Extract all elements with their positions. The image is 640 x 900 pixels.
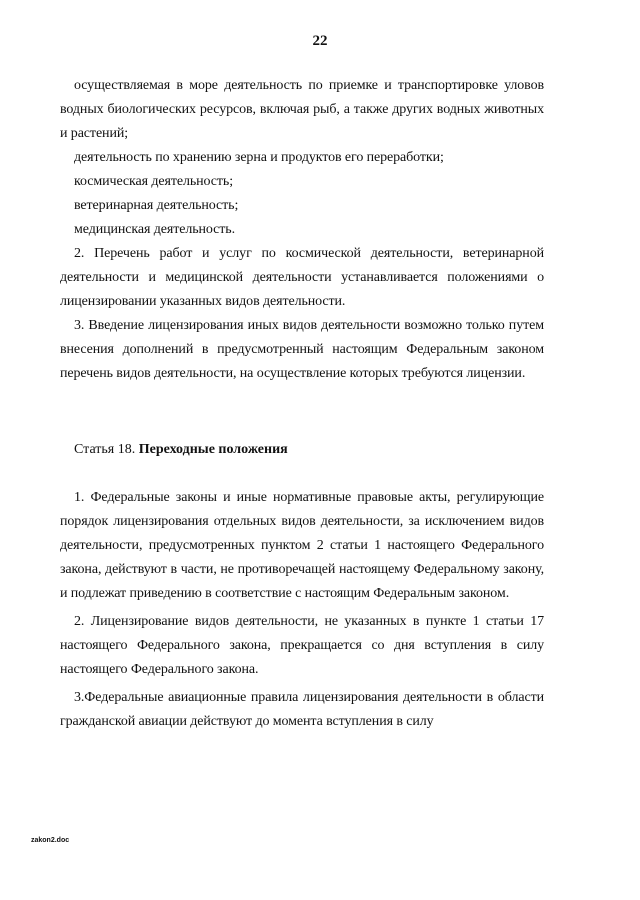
article-label: Статья 18. [74, 442, 136, 457]
article-heading [74, 438, 288, 462]
page-number: 22 [312, 33, 328, 49]
article-title: Переходные положения [138, 442, 288, 457]
article-paragraph: 1. Федеральные законы и иные нормативные правовые акты, регулирующие порядок лицензирования отдельных видов деятельности, за исключением видов деятельности, предусмотренных пунктом 2 статьи 1 настоящего Федерального закона, действуют в части, не противоречащей настоящему Федеральному закону, и подлежат приведению в соответствие с настоящим Федеральным законом. [60, 490, 544, 601]
list-item: космическая деятельность; [74, 174, 233, 189]
list-item: деятельность по хранению зерна и продуктов его переработки; [74, 150, 444, 165]
footer-filename: zakon2.doc [31, 837, 70, 844]
article-18-body [60, 486, 544, 734]
list-item: ветеринарная деятельность; [74, 198, 239, 213]
article-17-continuation [60, 74, 544, 386]
list-item: осуществляемая в море деятельность по приемке и транспортировке уловов водных биологических ресурсов, включая рыб, а также других водных животных и растений; [60, 78, 544, 141]
article-paragraph: 2. Лицензирование видов деятельности, не указанных в пункте 1 статьи 17 настоящего Федерального закона, прекращается со дня вступления в силу настоящего Федерального закона. [60, 614, 544, 677]
paragraph-2: 2. Перечень работ и услуг по космической деятельности, ветеринарной деятельности и медицинской деятельности устанавливается положениями о лицензировании указанных видов деятельности. [60, 246, 544, 309]
list-item: медицинская деятельность. [74, 222, 235, 237]
article-paragraph: 3.Федеральные авиационные правила лицензирования деятельности в области гражданской авиации действуют до момента вступления в силу [60, 690, 544, 729]
paragraph-3: 3. Введение лицензирования иных видов деятельности возможно только путем внесения дополнений в предусмотренный настоящим Федеральным законом перечень видов деятельности, на осуществление которых требуются лицензии. [60, 318, 544, 381]
